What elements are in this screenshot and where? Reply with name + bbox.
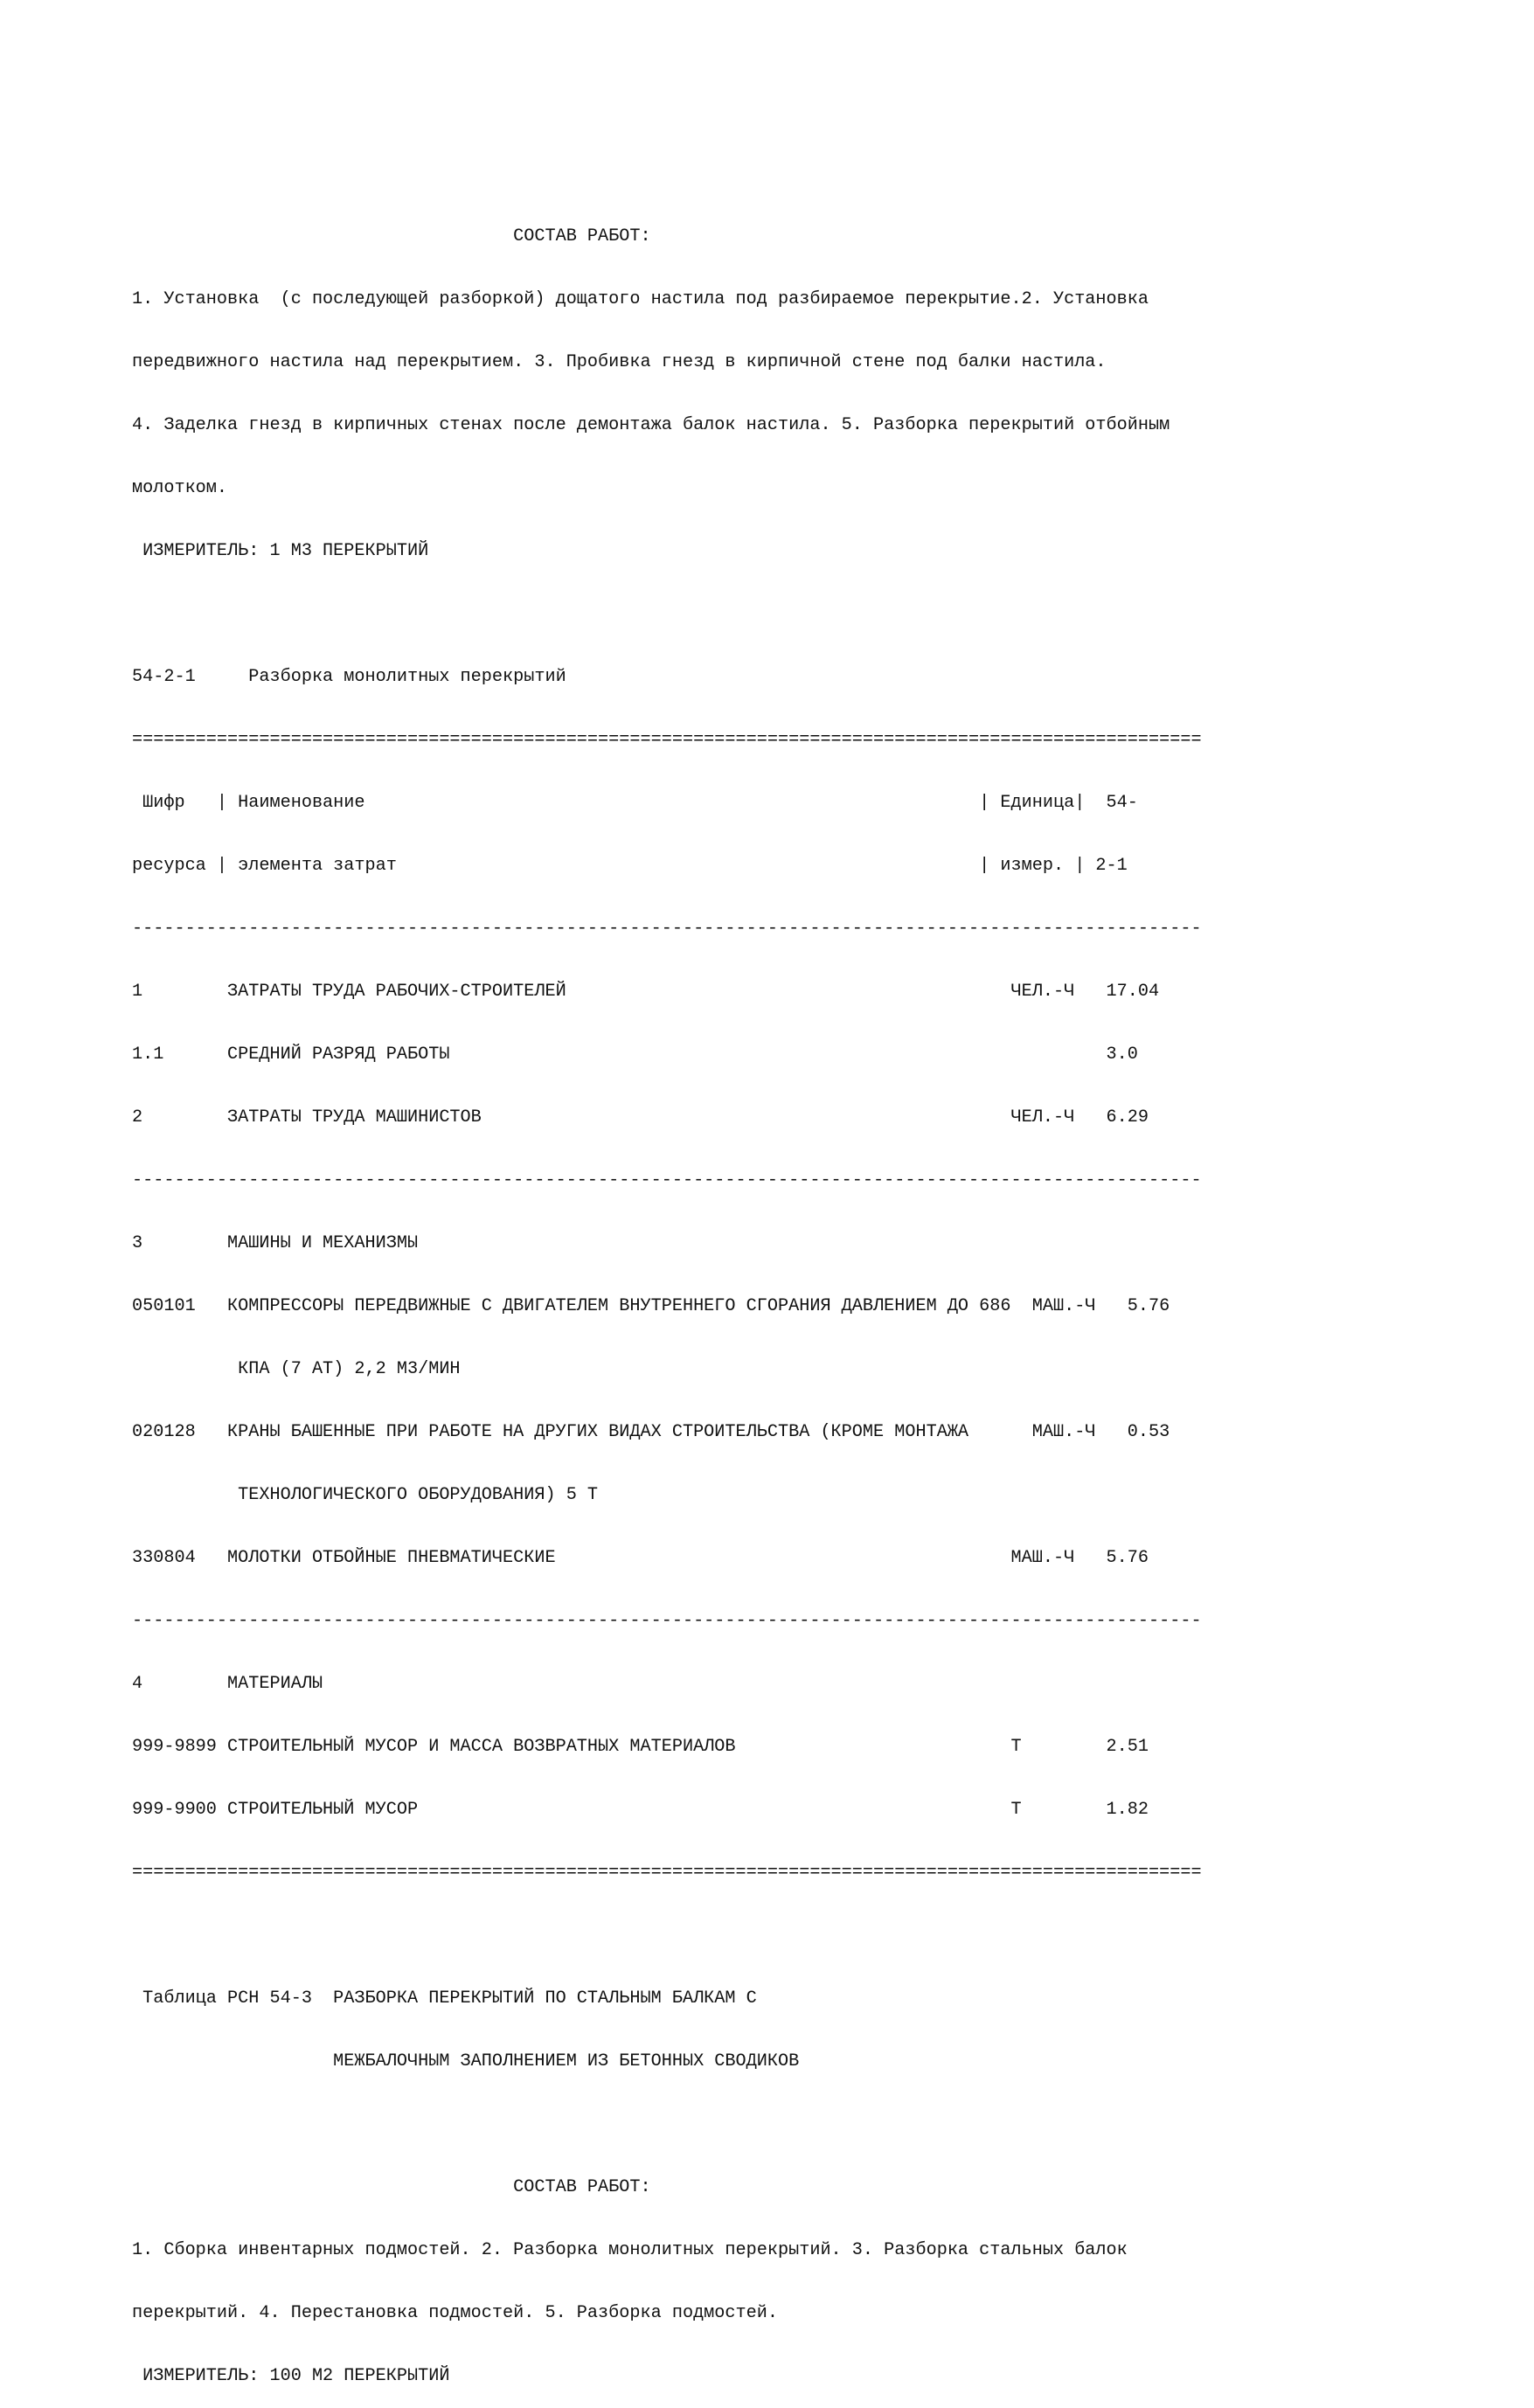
table-double-rule: ===================================================================================================== <box>132 730 1202 750</box>
table-row: 330804 МОЛОТКИ ОТБОЙНЫЕ ПНЕВМАТИЧЕСКИЕ МАШ.-Ч 5.76 <box>132 1548 1149 1568</box>
table-row-continuation: КПА (7 АТ) 2,2 М3/МИН <box>132 1359 461 1379</box>
measure-unit-line: ИЗМЕРИТЕЛЬ: 1 М3 ПЕРЕКРЫТИЙ <box>132 541 429 561</box>
table-double-rule: ===================================================================================================== <box>132 1863 1202 1883</box>
next-table-title: МЕЖБАЛОЧНЫМ ЗАПОЛНЕНИЕМ ИЗ БЕТОННЫХ СВОДИКОВ <box>132 2051 800 2071</box>
table-row: 4 МАТЕРИАЛЫ <box>132 1674 323 1694</box>
table-header-row: ресурса | элемента затрат | измер. | 2-1 <box>132 856 1128 876</box>
blank-line <box>132 1926 1202 1947</box>
next-table-title: Таблица РСН 54-3 РАЗБОРКА ПЕРЕКРЫТИЙ ПО СТАЛЬНЫМ БАЛКАМ С <box>132 1988 757 2009</box>
work-description-line: перекрытий. 4. Перестановка подмостей. 5. Разборка подмостей. <box>132 2303 778 2323</box>
table-single-rule: ----------------------------------------------------------------------------------------------------- <box>132 1611 1202 1631</box>
table-single-rule: ----------------------------------------------------------------------------------------------------- <box>132 919 1202 939</box>
work-description-line: 1. Сборка инвентарных подмостей. 2. Разборка монолитных перекрытий. 3. Разборка стальных балок <box>132 2240 1128 2260</box>
table-header-row: Шифр | Наименование | Единица| 54- <box>132 793 1138 813</box>
work-composition-heading: СОСТАВ РАБОТ: <box>132 2177 651 2197</box>
table-row: 999-9900 СТРОИТЕЛЬНЫЙ МУСОР Т 1.82 <box>132 1800 1149 1820</box>
table-single-rule: ----------------------------------------------------------------------------------------------------- <box>132 1170 1202 1190</box>
work-composition-heading: СОСТАВ РАБОТ: <box>132 226 651 246</box>
work-description-line: передвижного настила над перекрытием. 3. Пробивка гнезд в кирпичной стене под балки настила. <box>132 352 1107 372</box>
document-page <box>132 184 1202 2408</box>
norm-title-line: 54-2-1 Разборка монолитных перекрытий <box>132 667 566 687</box>
table-row: 3 МАШИНЫ И МЕХАНИЗМЫ <box>132 1233 419 1253</box>
table-row-continuation: ТЕХНОЛОГИЧЕСКОГО ОБОРУДОВАНИЯ) 5 Т <box>132 1485 599 1505</box>
measure-unit-line: ИЗМЕРИТЕЛЬ: 100 М2 ПЕРЕКРЫТИЙ <box>132 2366 450 2386</box>
work-description-line: молотком. <box>132 478 228 498</box>
work-description-line: 1. Установка (с последующей разборкой) дощатого настила под разбираемое перекрытие.2. Установка <box>132 289 1149 309</box>
blank-line <box>132 604 1202 625</box>
table-row: 050101 КОМПРЕССОРЫ ПЕРЕДВИЖНЫЕ С ДВИГАТЕЛЕМ ВНУТРЕННЕГО СГОРАНИЯ ДАВЛЕНИЕМ ДО 686 МАШ.-Ч 5.76 <box>132 1296 1170 1316</box>
table-row: 1 ЗАТРАТЫ ТРУДА РАБОЧИХ-СТРОИТЕЛЕЙ ЧЕЛ.-Ч 17.04 <box>132 982 1160 1002</box>
work-description-line: 4. Заделка гнезд в кирпичных стенах после демонтажа балок настила. 5. Разборка перекрытий отбойным <box>132 415 1170 435</box>
table-row: 020128 КРАНЫ БАШЕННЫЕ ПРИ РАБОТЕ НА ДРУГИХ ВИДАХ СТРОИТЕЛЬСТВА (КРОМЕ МОНТАЖА МАШ.-Ч 0.53 <box>132 1422 1170 1442</box>
table-row: 2 ЗАТРАТЫ ТРУДА МАШИНИСТОВ ЧЕЛ.-Ч 6.29 <box>132 1107 1149 1128</box>
table-row: 999-9899 СТРОИТЕЛЬНЫЙ МУСОР И МАССА ВОЗВРАТНЫХ МАТЕРИАЛОВ Т 2.51 <box>132 1737 1149 1757</box>
table-row: 1.1 СРЕДНИЙ РАЗРЯД РАБОТЫ 3.0 <box>132 1044 1138 1065</box>
blank-line <box>132 2114 1202 2135</box>
